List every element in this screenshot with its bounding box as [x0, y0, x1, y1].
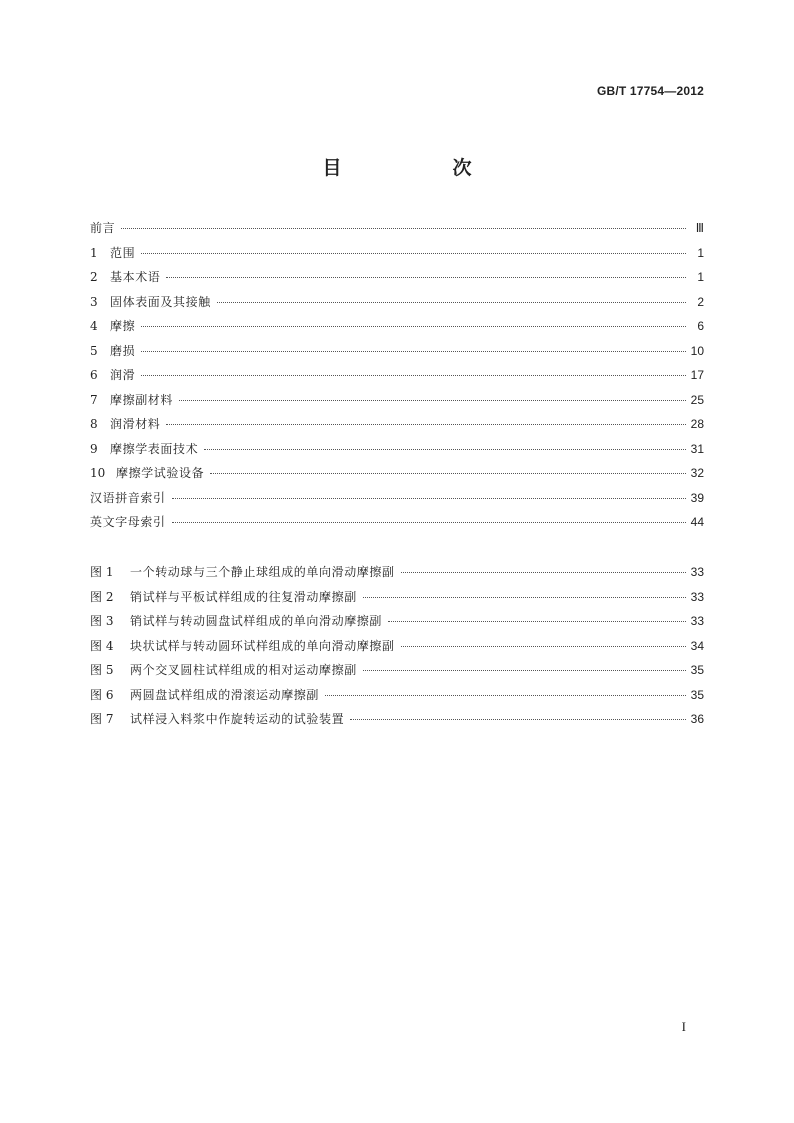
toc-number: 6 [90, 368, 98, 382]
figure-entry-2[interactable] [90, 585, 704, 610]
leader-dots [141, 337, 686, 352]
toc-label: 前言 [90, 221, 116, 235]
leader-dots [172, 484, 686, 499]
figure-entry-5[interactable] [90, 658, 704, 683]
figure-number: 图 7 [90, 712, 114, 726]
figure-number: 图 3 [90, 614, 114, 628]
leader-dots [401, 558, 686, 573]
table-of-contents [90, 216, 704, 535]
leader-dots [325, 681, 686, 696]
toc-page: 10 [690, 343, 704, 358]
toc-label: 润滑 [110, 368, 136, 382]
toc-label: 润滑材料 [110, 417, 161, 431]
leader-dots [172, 508, 686, 523]
toc-number: 5 [90, 343, 98, 358]
toc-page: 17 [690, 368, 704, 382]
toc-entry-basic-terms[interactable] [90, 265, 704, 290]
toc-label: 固体表面及其接触 [110, 294, 211, 309]
toc-number: 2 [90, 270, 98, 284]
figure-page: 33 [690, 565, 704, 579]
figure-label: 两圆盘试样组成的滑滚运动摩擦副 [130, 687, 320, 702]
leader-dots [363, 583, 686, 598]
leader-dots [388, 607, 686, 622]
toc-label: 汉语拼音索引 [90, 490, 166, 505]
page-number: I [681, 1019, 686, 1034]
standard-code: GB/T 17754—2012 [596, 84, 704, 98]
toc-page: 44 [690, 515, 704, 529]
figure-label: 两个交叉圆柱试样组成的相对运动摩擦副 [130, 663, 357, 677]
toc-label: 范围 [110, 245, 136, 260]
toc-label: 摩擦 [110, 319, 136, 333]
figure-label: 销试样与平板试样组成的往复滑动摩擦副 [130, 589, 357, 604]
page-title: 目 次 [322, 157, 518, 179]
figure-label: 块状试样与转动圆环试样组成的单向滑动摩擦副 [130, 638, 395, 653]
toc-page: 1 [697, 270, 704, 284]
leader-dots [204, 435, 686, 450]
figure-number: 图 5 [90, 663, 114, 677]
toc-number: 9 [90, 441, 98, 456]
leader-dots [210, 459, 686, 474]
toc-entry-surface-technology[interactable] [90, 437, 704, 462]
leader-dots [166, 263, 686, 278]
leader-dots [179, 386, 686, 401]
figure-label: 销试样与转动圆盘试样组成的单向滑动摩擦副 [130, 614, 383, 628]
toc-number: 7 [90, 392, 98, 407]
figure-page: 35 [690, 663, 704, 677]
toc-entry-lubricating-materials[interactable] [90, 412, 704, 437]
toc-entry-pinyin-index[interactable] [90, 486, 704, 511]
figure-page: 33 [690, 614, 704, 628]
toc-page: 1 [697, 245, 704, 260]
toc-label: 摩擦学试验设备 [116, 466, 205, 480]
toc-entry-test-equipment[interactable] [90, 461, 704, 486]
figure-number: 图 1 [90, 565, 114, 579]
toc-page: 6 [697, 319, 704, 333]
toc-entry-english-index[interactable] [90, 510, 704, 535]
leader-dots [166, 410, 686, 425]
toc-page: 28 [690, 417, 704, 431]
leader-dots [141, 239, 686, 254]
toc-number: 8 [90, 417, 98, 431]
toc-page: 2 [697, 294, 704, 309]
toc-label: 基本术语 [110, 270, 161, 284]
toc-number: 10 [90, 466, 106, 480]
figure-entry-6[interactable] [90, 683, 704, 708]
figure-label: 试样浸入料浆中作旋转运动的试验装置 [130, 712, 345, 726]
leader-dots [217, 288, 686, 303]
figure-page: 36 [690, 712, 704, 726]
toc-entry-scope[interactable] [90, 241, 704, 266]
toc-entry-solid-surfaces[interactable] [90, 290, 704, 315]
toc-number: 1 [90, 245, 98, 260]
figure-entry-7[interactable] [90, 707, 704, 732]
figure-entry-4[interactable] [90, 634, 704, 659]
toc-page: Ⅲ [695, 221, 704, 235]
figure-number: 图 6 [90, 687, 114, 702]
leader-dots [363, 656, 686, 671]
leader-dots [121, 214, 686, 229]
leader-dots [401, 632, 686, 647]
toc-label: 磨损 [110, 343, 136, 358]
toc-number: 4 [90, 319, 98, 333]
toc-label: 英文字母索引 [90, 515, 166, 529]
figure-entry-3[interactable] [90, 609, 704, 634]
figure-page: 35 [690, 687, 704, 702]
toc-entry-lubrication[interactable] [90, 363, 704, 388]
leader-dots [141, 312, 686, 327]
figure-page: 33 [690, 589, 704, 604]
toc-page: 32 [690, 466, 704, 480]
toc-entry-friction-pair-materials[interactable] [90, 388, 704, 413]
figure-label: 一个转动球与三个静止球组成的单向滑动摩擦副 [130, 565, 395, 579]
leader-dots [350, 705, 686, 720]
toc-entry-friction[interactable] [90, 314, 704, 339]
toc-number: 3 [90, 294, 98, 309]
list-of-figures [90, 560, 704, 732]
toc-entry-wear[interactable] [90, 339, 704, 364]
figure-page: 34 [690, 638, 704, 653]
figure-number: 图 4 [90, 638, 114, 653]
toc-entry-foreword[interactable] [90, 216, 704, 241]
toc-page: 31 [690, 441, 704, 456]
figure-entry-1[interactable] [90, 560, 704, 585]
toc-label: 摩擦学表面技术 [110, 441, 199, 456]
figure-number: 图 2 [90, 589, 114, 604]
leader-dots [141, 361, 686, 376]
toc-label: 摩擦副材料 [110, 392, 174, 407]
toc-page: 39 [690, 490, 704, 505]
toc-page: 25 [690, 392, 704, 407]
